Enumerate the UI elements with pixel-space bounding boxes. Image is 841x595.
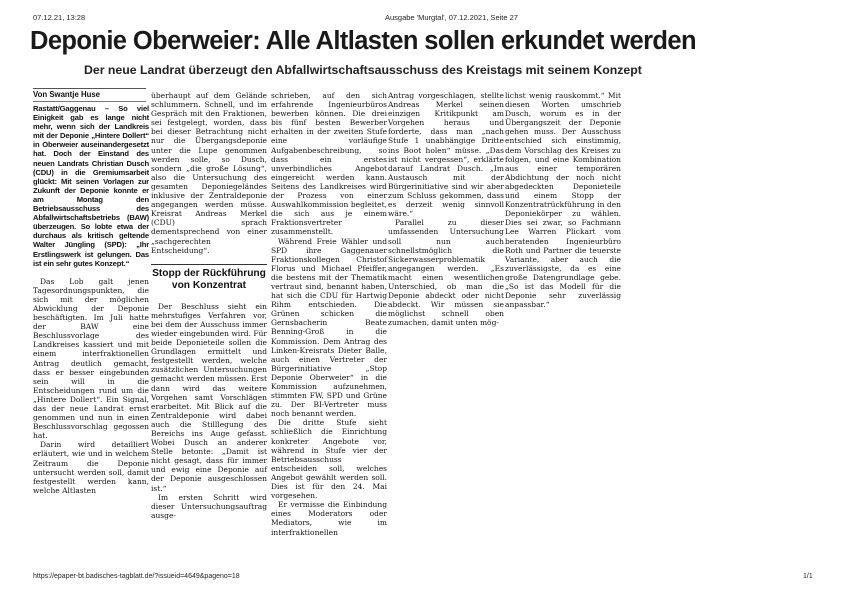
article-paragraph: Er vermisse die Einbindung eines Moderators oder Mediators, wie im interfraktionellen — [271, 500, 387, 537]
author-bottom-rule — [33, 101, 146, 102]
article-column-5 — [505, 91, 621, 521]
article-author: Von Swantje Huse — [33, 90, 101, 99]
print-url: https://epaper-bt.badisches-tagblatt.de/?issueid=4649&pageno=18 — [33, 573, 240, 580]
article-column-3 — [271, 91, 387, 537]
article-column-1 — [33, 104, 149, 520]
print-page-count: 1/1 — [803, 573, 813, 580]
article-subheadline: Der neue Landrat überzeugt den Abfallwirtschaftsausschuss des Kreistags mit seinem Konzept — [84, 63, 642, 77]
article-headline: Deponie Oberweier: Alle Altlasten sollen erkundet werden — [30, 27, 696, 55]
article-paragraph: schrieben, auf den sich erfahrende Ingenieurbüros bewerben können. Die drei bis fünf besten Bewerber erhalten in der zweiten Stufe eine vorläufige Aufgabenbeschreibung, so dass ein erstes unverbindliches Angebot eingereicht werden kann. Seitens des Landkreises wird der Prozess von einer Auswahlkommission begleitet, die sich aus je einem Fraktionsvertreter zusammenstellt. — [271, 91, 387, 237]
author-top-rule — [33, 88, 146, 89]
print-date-time: 07.12.21, 13:28 — [33, 13, 86, 22]
article-column-4 — [388, 91, 504, 521]
article-paragraph: Darin wird detailliert erläutert, wie und in welchem Zeitraum die Deponie untersucht werden soll, damit festgestellt werden kann, welche Altlasten — [33, 440, 149, 495]
article-paragraph: Die dritte Stufe sieht schließlich die Einrichtung konkreter Angebote vor, während in Stufe vier der Betriebsausschuss entscheiden soll, welches Angebot gewählt werden soll. Dies ist für den 24. Mai vorgesehen. — [271, 418, 387, 501]
article-paragraph: Während Freie Wähler und SPD ihre Gaggenauer Fraktionskollegen Christof Florus und Michael Pfeiffer, die bestens mit der Thematik vertraut sind, benannt haben, hat sich die CDU für Hartwig Rihm entschieden. Die Grünen schicken die Gernsbacherin Beate Benning-Groß in die Kommission. Dem Antrag des Linken-Kreisrats Dieter Balle, auch einen Vertreter der Bürgerinitiative „Stop Deponie Oberweier“ in die Kommission aufzunehmen, stimmten FW, SPD und Grüne zu. Der BI-Vertreter muss noch benannt werden. — [271, 236, 387, 419]
print-source: Ausgabe 'Murgtal', 07.12.2021, Seite 27 — [385, 13, 518, 22]
article-paragraph: Im ersten Schritt wird dieser Untersuchungsauftrag ausge- — [151, 492, 267, 520]
article-paragraph: lichst wenig rauskommt.“ Mit diesen Worten umschrieb Dusch, worum es in der Übergangszeit der Deponie gehen muss. Der Ausschuss entschied sich einstimmig, dem Vorschlag des Kreises zu folgen, und eine Kombination aus einer temporären Abdichtung der noch nicht abgedeckten Deponieteile und einem Stopp der Konzentratrückführung in den Deponiekörper zu wählen. Dies sei zwar, so Fachmann Lee Warren Plickart vom beratenden Ingenieurbüro Roth und Partner die teuerste Variante, aber auch die zuverlässigste, da es eine große Datengrundlage gebe. „So ist das Modell für die Deponie sehr zuverlässig anpassbar.“ — [505, 91, 621, 310]
article-paragraph: Das Lob galt jenen Tagesordnungspunkten, die sich mit der möglichen Abwicklung der Deponie beschäftigten. Im Juli hatte der BAW eine Beschlussvorlage des Landkreises kassiert und mit einem interfraktionellen Antrag deutlich gemacht, dass er besser eingebunden sein will in die Entscheidungen rund um die „Hintere Dollert“. Ein Signal, das der neue Landrat ernst genommen und nun in einen Beschlussvorschlag gegossen hat. — [33, 276, 149, 441]
article-paragraph: überhaupt auf dem Gelände schlummern. Schnell, und im Gespräch mit den Fraktionen, sei festgelegt, worden, dass bei dieser Betrachtung nicht nur die Übergangsdeponie unter die Lupe genommen werden solle, so Dusch, sondern „die große Lösung“, also die Untersuchung des gesamten Deponiegeländes inklusive der Zentraldeponie angegangen werden müsse. Kreisrat Andreas Merkel (CDU) sprach dementsprechend von einer „sachgerechten Entscheidung“. — [151, 91, 267, 255]
section-heading: Stopp der Rückführung von Konzentrat — [151, 264, 267, 292]
article-lead: Rastatt/Gaggenau – So viel Einigkeit gab es lange nicht mehr, wenn sich der Landkreis mit der Deponie „Hintere Dollert“ in Oberweier auseinandergesetzt hat. Doch der Einstand des neuen Landrats Christian Dusch (CDU) in die Gremiumsarbeit glückt: Mit seinen Vorlagen zur Zukunft der Deponie konnte er am Montag den Betriebsausschuss des Abfallwirtschaftsbetriebs (BAW) überzeugen. So lobte etwa der durchaus als kritisch geltende Walter Jüngling (SPD): „Ihr Erstlingswerk ist gelungen. Das ist ein sehr gutes Konzept.“ — [33, 104, 149, 268]
paragraph-gap — [33, 268, 149, 277]
article-paragraph: Der Beschluss sieht ein mehrstufiges Verfahren vor, bei dem der Ausschuss immer wieder eingebunden wird. Für beide Deponieteile sollen die Grundlagen ermittelt und festgestellt werden, welche zusätzlichen Untersuchungen gemacht werden müssen. Erst dann wird das weitere Vorgehen samt Vorschlägen erarbeitet. Mit Blick auf die Zentraldeponie wird dabei auch die Stilllegung des Bereichs ins Auge gefasst. Wobei Dusch an anderer Stelle betonte: „Damit ist nicht gesagt, dass für immer und ewig eine Deponie auf der Deponie ausgeschlossen ist.“ — [151, 301, 267, 493]
article-paragraph: Parallel zu dieser umfassenden Untersuchung soll nun auch schnellstmöglich die Sickerwasserproblematik angegangen werden. „Es macht einen wesentlichen Unterschied, ob man die Deponie abdeckt oder nicht abdeckt. Wir müssen sie möglichst schnell oben zumachen, damit unten mög- — [388, 218, 504, 328]
article-column-2 — [151, 91, 267, 521]
article-paragraph: Antrag vorgeschlagen, stellte Andreas Merkel seinen einzigen Kritikpunkt am Vorgehen heraus und forderte, dass man „nach Stufe 1 unabhängige Dritte ins Boot holen“ müsse. „Das ist nicht vergessen“, erklärte darauf Landrat Dusch. „Im Austausch mit der Bürgerinitiative sind wir aber zum Schluss gekommen, dass es derzeit wenig sinnvoll wäre.“ — [388, 91, 504, 219]
